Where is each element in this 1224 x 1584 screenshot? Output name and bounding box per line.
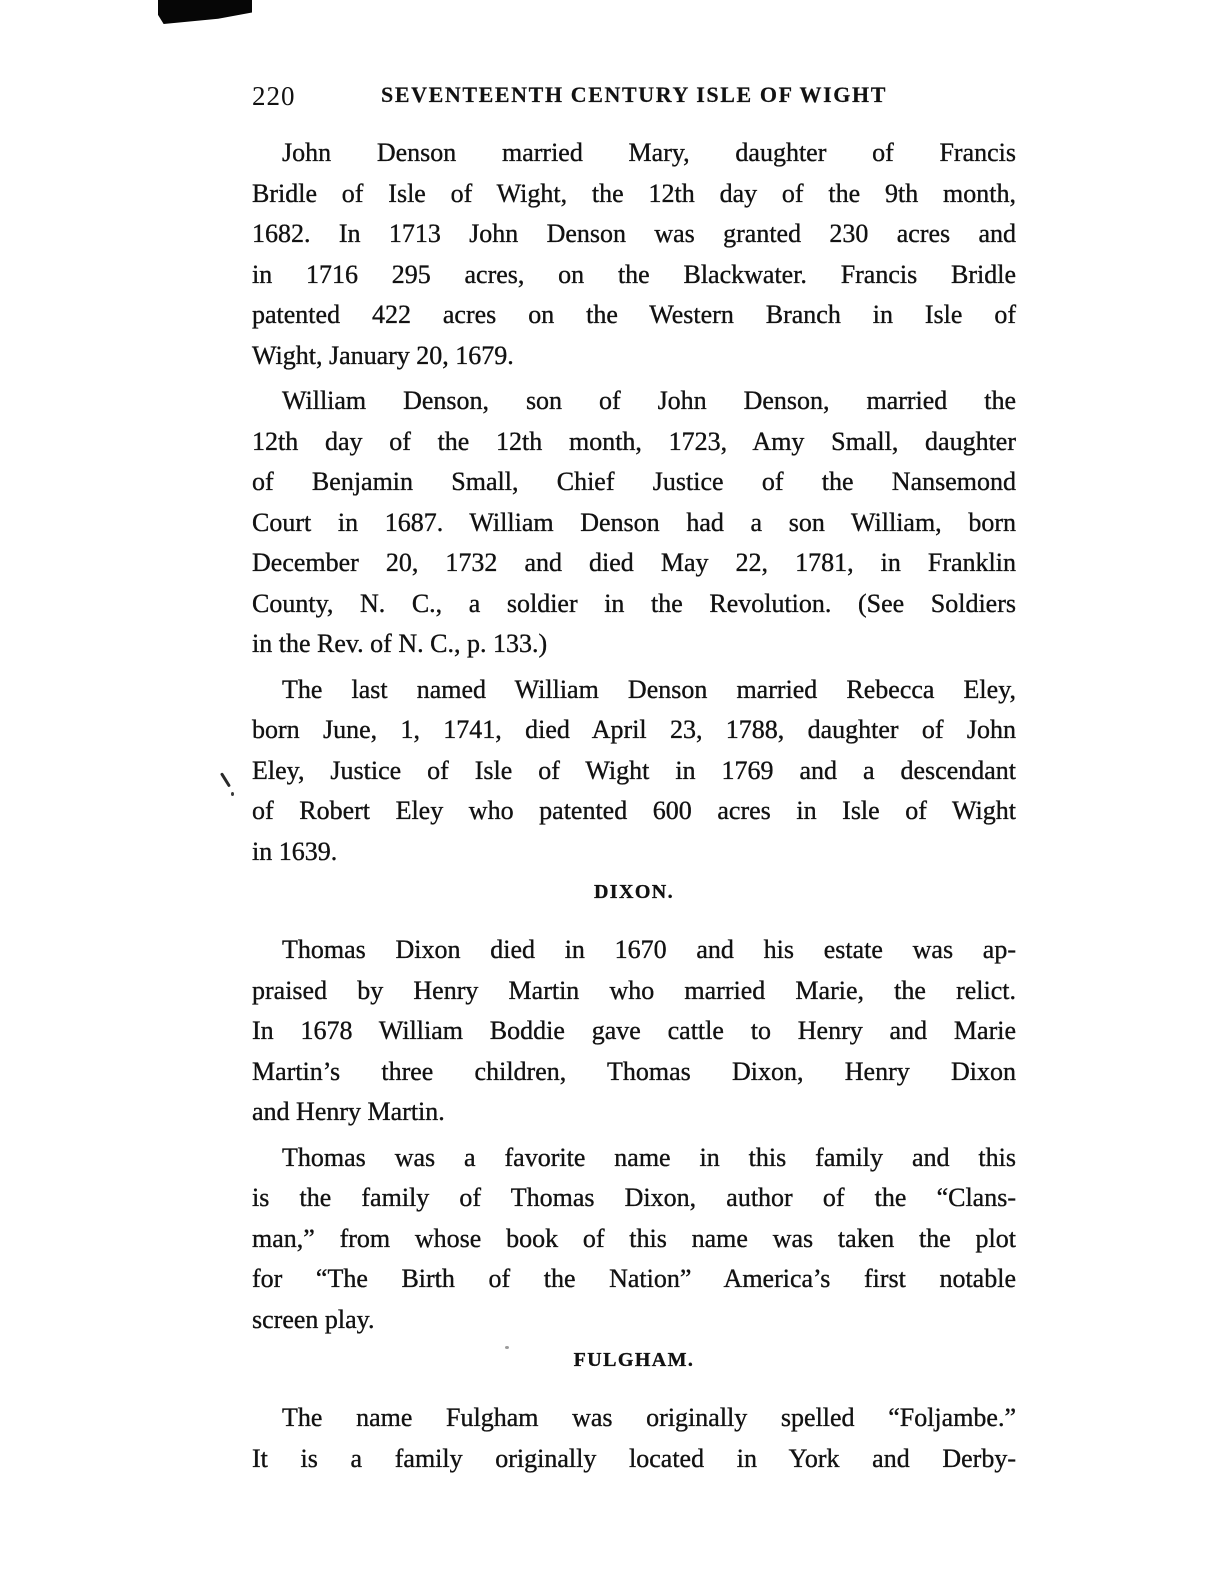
page-number: 220 bbox=[252, 81, 296, 111]
text-line: in 1639. bbox=[252, 836, 338, 866]
text-line: of Benjamin Small, Chief Justice of the Nansemond bbox=[252, 467, 1016, 496]
section-heading-fulgham: FULGHAM. bbox=[573, 1349, 695, 1371]
paragraph-dixon-2 bbox=[252, 1138, 1016, 1341]
text-line: Martin’s three children, Thomas Dixon, Henry Dixon bbox=[252, 1056, 1016, 1086]
text-line: is the family of Thomas Dixon, author of the “Clans- bbox=[252, 1183, 1016, 1212]
text-line: in the Rev. of N. C., p. 133.) bbox=[252, 629, 548, 658]
text-line: patented 422 acres on the Western Branch in Isle of bbox=[252, 300, 1016, 329]
text-line: Thomas Dixon died in 1670 and his estate was ap- bbox=[282, 935, 1016, 964]
text-line: born June, 1, 1741, died April 23, 1788, daughter of John bbox=[252, 715, 1016, 744]
page-body bbox=[252, 133, 1016, 1479]
page-header bbox=[252, 78, 1016, 112]
text-line: Eley, Justice of Isle of Wight in 1769 and a descendant bbox=[252, 755, 1016, 785]
text-line: 12th day of the 12th month, 1723, Amy Small, daughter bbox=[252, 426, 1016, 456]
paragraph-denson-1 bbox=[252, 133, 1016, 376]
text-line: The name Fulgham was originally spelled “Foljambe.” bbox=[282, 1403, 1016, 1432]
text-line: December 20, 1732 and died May 22, 1781, in Franklin bbox=[252, 548, 1016, 577]
text-line: Thomas was a favorite name in this family and this bbox=[282, 1142, 1016, 1172]
text-line: for “The Birth of the Nation” America’s first notable bbox=[252, 1264, 1016, 1293]
text-line: John Denson married Mary, daughter of Francis bbox=[282, 138, 1016, 167]
running-title: SEVENTEENTH CENTURY ISLE OF WIGHT bbox=[381, 82, 887, 107]
text-line: William Denson, son of John Denson, married the bbox=[282, 386, 1016, 415]
text-line: Court in 1687. William Denson had a son William, born bbox=[252, 507, 1016, 537]
paragraph-denson-3 bbox=[252, 670, 1016, 873]
text-line: The last named William Denson married Rebecca Eley, bbox=[282, 674, 1016, 704]
paragraph-denson-2 bbox=[252, 381, 1016, 665]
paragraph-dixon-1 bbox=[252, 930, 1016, 1133]
text-line: 1682. In 1713 John Denson was granted 230 acres and bbox=[252, 219, 1016, 248]
text-line: man,” from whose book of this name was taken the plot bbox=[252, 1223, 1016, 1253]
ink-smudge-artifact bbox=[158, 0, 252, 24]
text-line: praised by Henry Martin who married Marie, the relict. bbox=[252, 975, 1016, 1005]
text-line: and Henry Martin. bbox=[252, 1097, 445, 1126]
text-line: Bridle of Isle of Wight, the 12th day of the 9th month, bbox=[252, 178, 1016, 208]
margin-pen-dot bbox=[231, 792, 234, 796]
text-line: of Robert Eley who patented 600 acres in Isle of Wight bbox=[252, 796, 1016, 825]
text-line: screen play. bbox=[252, 1304, 375, 1334]
text-line: Wight, January 20, 1679. bbox=[252, 340, 514, 370]
text-line: County, N. C., a soldier in the Revolution. (See Soldiers bbox=[252, 588, 1016, 618]
text-line: It is a family originally located in York and Derby- bbox=[252, 1443, 1016, 1473]
text-line: In 1678 William Boddie gave cattle to Henry and Marie bbox=[252, 1016, 1016, 1045]
paragraph-fulgham-1 bbox=[252, 1398, 1016, 1479]
text-line: in 1716 295 acres, on the Blackwater. Francis Bridle bbox=[252, 259, 1016, 289]
margin-pen-mark bbox=[220, 773, 231, 788]
section-heading-dixon: DIXON. bbox=[593, 881, 675, 903]
